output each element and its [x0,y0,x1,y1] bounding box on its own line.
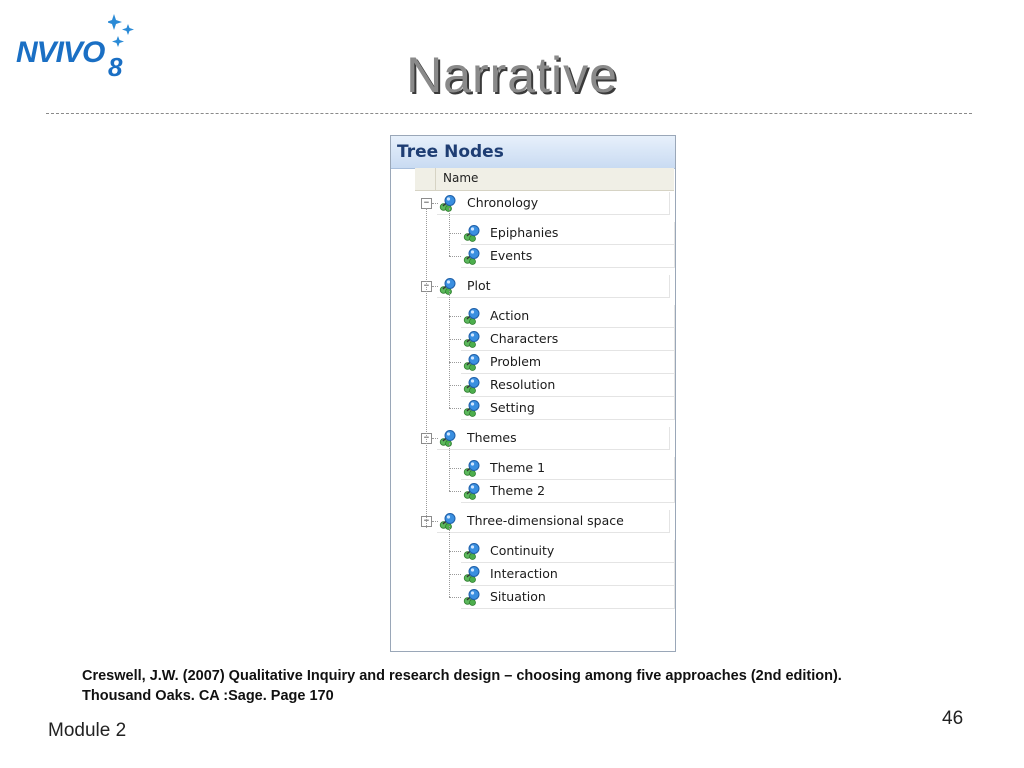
tree-connector [449,208,450,256]
title-divider [46,113,972,114]
tree-connector [449,385,461,386]
citation [82,666,1002,706]
tree-child-label: Action [490,308,530,323]
tree-connector [449,316,461,317]
collapse-toggle-icon[interactable]: − [421,433,432,444]
node-icon [463,307,481,325]
tree-child-row[interactable] [391,328,674,351]
tree-connector [432,438,438,439]
tree-child-row[interactable] [391,457,674,480]
tree-child-row[interactable] [391,245,674,268]
tree-child-row[interactable] [391,374,674,397]
tree-node-row[interactable] [391,192,674,215]
citation-line-2: Thousand Oaks. CA :Sage. Page 170 [82,688,334,704]
tree-connector [449,526,450,597]
collapse-toggle-icon[interactable]: − [421,516,432,527]
tree-child-label: Problem [490,354,542,369]
column-header-label: Name [443,171,479,185]
tree-node-label: Three-dimensional space [467,513,624,528]
tree-connector [432,521,438,522]
slide-title: Narrative [406,47,618,103]
tree-child-row[interactable] [391,351,674,374]
tree-child-row[interactable] [391,305,674,328]
panel-title: Tree Nodes [397,142,504,162]
tree-child-label: Theme 1 [490,460,546,475]
tree-nodes-panel [390,135,676,652]
tree-child-row[interactable] [391,480,674,503]
tree-child-row[interactable] [391,586,674,609]
citation-line-1: Creswell, J.W. (2007) Qualitative Inquiry and research design – choosing among five approaches (2nd edition). [82,668,842,684]
tree-node-row[interactable] [391,275,674,298]
node-icon [439,277,457,295]
tree-child-label: Continuity [490,543,555,558]
tree-child-row[interactable] [391,540,674,563]
tree-connector [449,597,461,598]
logo-version: 8 [108,52,123,82]
tree-child-label: Situation [490,589,546,604]
tree-connector [449,443,450,491]
tree-child-label: Characters [490,331,559,346]
node-icon [439,194,457,212]
tree-connector [449,574,461,575]
node-icon [463,224,481,242]
collapse-toggle-icon[interactable]: − [421,281,432,292]
tree-node-row[interactable] [391,510,674,533]
node-icon [463,353,481,371]
logo-text: NVIVO [16,36,105,69]
tree-connector [449,291,450,408]
column-separator [435,168,436,190]
tree-child-label: Interaction [490,566,558,581]
tree-connector [449,468,461,469]
tree-connector [426,208,427,528]
tree-connector [449,256,461,257]
tree-connector [449,233,461,234]
node-icon [463,565,481,583]
tree-connector [449,339,461,340]
tree-node-label: Plot [467,278,491,293]
tree-connector [449,491,461,492]
node-icon [463,330,481,348]
node-icon [463,459,481,477]
panel-header [391,136,675,169]
node-icon [463,542,481,560]
tree-connector [449,408,461,409]
node-icon [463,247,481,265]
tree-child-label: Setting [490,400,535,415]
tree-node-label: Themes [467,430,517,445]
tree-connector [449,362,461,363]
tree-connector [432,203,438,204]
tree-node-label: Chronology [467,195,539,210]
tree-child-label: Theme 2 [490,483,546,498]
tree-child-row[interactable] [391,397,674,420]
node-icon [463,482,481,500]
tree-connector [432,286,438,287]
node-icon [439,512,457,530]
node-icon [463,399,481,417]
collapse-toggle-icon[interactable]: − [421,198,432,209]
tree-child-row[interactable] [391,222,674,245]
name-column-header[interactable] [415,168,674,191]
tree-child-label: Resolution [490,377,556,392]
tree-child-label: Events [490,248,533,263]
module-label: Module 2 [48,720,127,741]
tree-child-label: Epiphanies [490,225,559,240]
node-icon [463,376,481,394]
node-icon [439,429,457,447]
tree-child-row[interactable] [391,563,674,586]
tree-connector [449,551,461,552]
page-number: 46 [942,708,964,729]
tree-node-row[interactable] [391,427,674,450]
node-icon [463,588,481,606]
